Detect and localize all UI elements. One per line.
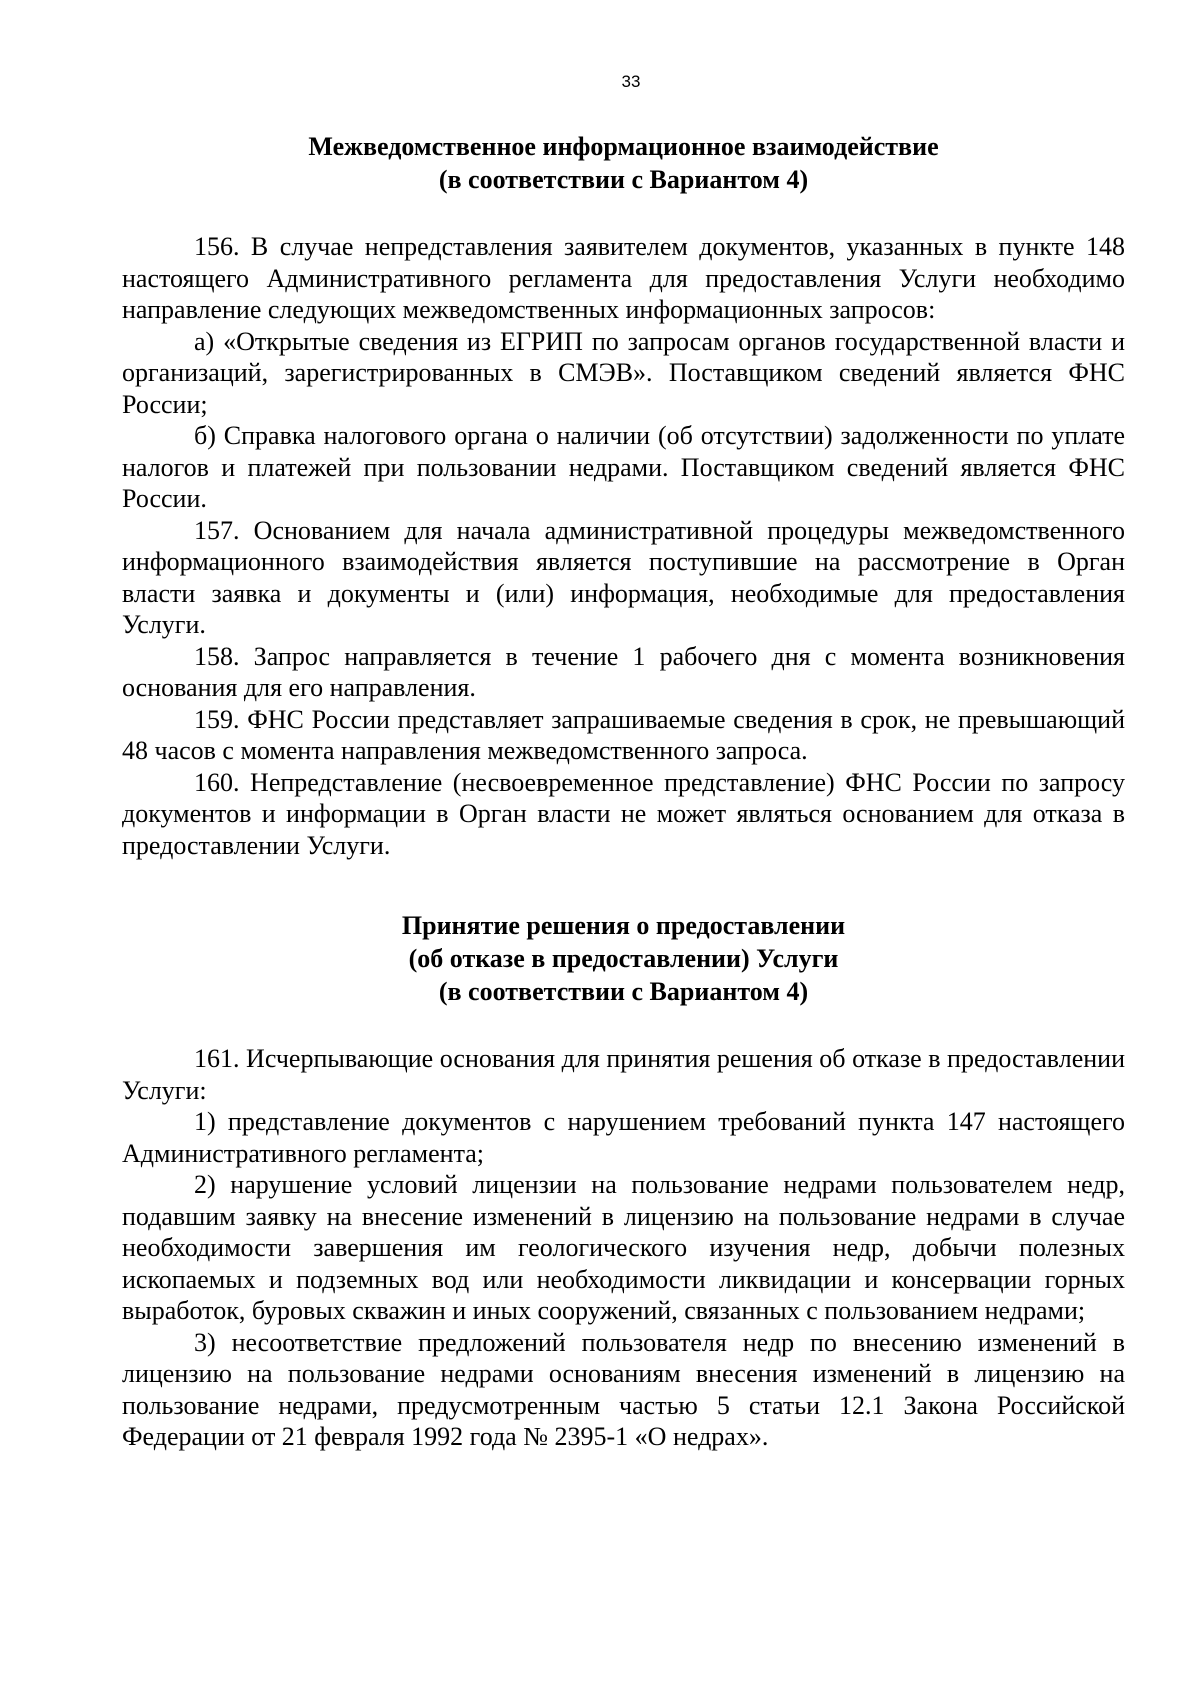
heading-line: (в соответствии с Вариантом 4) <box>438 977 809 1006</box>
paragraph-161-3: 3) несоответствие предложений пользователя недр по внесению изменений в лицензию на пользование недрами основаниям внесения изменений в лицензию на пользование недрами, предусмотренным частью 5 статьи 12.1 Закона Российской Федерации от 21 февраля 1992 года № 2395-1 «О недрах». <box>122 1327 1125 1451</box>
heading-line: (в соответствии с Вариантом 4) <box>438 165 809 194</box>
paragraph-156-a: а) «Открытые сведения из ЕГРИП по запросам органов государственной власти и организаций, зарегистрированных в СМЭВ». Поставщиком сведений является ФНС России; <box>122 326 1125 419</box>
paragraph-156-b: б) Справка налогового органа о наличии (об отсутствии) задолженности по уплате налогов и платежей при пользовании недрами. Поставщиком сведений является ФНС России. <box>122 421 1125 513</box>
heading-line: (об отказе в предоставлении) Услуги <box>408 944 839 973</box>
spacer <box>122 1008 1125 1043</box>
paragraph-161-2: 2) нарушение условий лицензии на пользование недрами пользователем недр, подавшим заявку на внесение изменений в лицензию на пользование недрами в случае необходимости завершения им геологического изучения недр, добычи полезных ископаемых и подземных вод или необходимости ликвидации и консервации горных выработок, буровых скважин и иных сооружений, связанных с пользованием недрами; <box>122 1170 1125 1325</box>
paragraph-158: 158. Запрос направляется в течение 1 рабочего дня с момента возникновения основания для его направления. <box>122 641 1125 702</box>
page-number: 33 <box>621 72 641 91</box>
section-body-interagency <box>122 231 1125 861</box>
paragraph-161-1: 1) представление документов с нарушением требований пункта 147 настоящего Административного регламента; <box>122 1107 1125 1168</box>
paragraph-161: 161. Исчерпывающие основания для принятия решения об отказе в предоставлении Услуги: <box>122 1044 1125 1105</box>
section-heading-interagency <box>122 130 1125 196</box>
section-heading-decision <box>122 909 1125 1008</box>
paragraph-157: 157. Основанием для начала административной процедуры межведомственного информационного взаимодействия является поступившие на рассмотрение в Орган власти заявка и документы и (или) информация, необходимые для предоставления Услуги. <box>122 515 1125 639</box>
paragraph-160: 160. Непредставление (несвоевременное представление) ФНС России по запросу документов и информации в Орган власти не может являться основанием для отказа в предоставлении Услуги. <box>122 767 1125 860</box>
paragraph-156: 156. В случае непредставления заявителем документов, указанных в пункте 148 настоящего Административного регламента для предоставления Услуги необходимо направление следующих межведомственных информационных запросов: <box>122 232 1125 324</box>
heading-line: Принятие решения о предоставлении <box>401 911 846 940</box>
heading-line: Межведомственное информационное взаимодействие <box>308 132 939 161</box>
paragraph-159: 159. ФНС России представляет запрашиваемые сведения в срок, не превышающий 48 часов с момента направления межведомственного запроса. <box>122 704 1125 765</box>
spacer <box>122 196 1125 231</box>
spacer <box>122 861 1125 909</box>
section-body-decision <box>122 1043 1125 1453</box>
